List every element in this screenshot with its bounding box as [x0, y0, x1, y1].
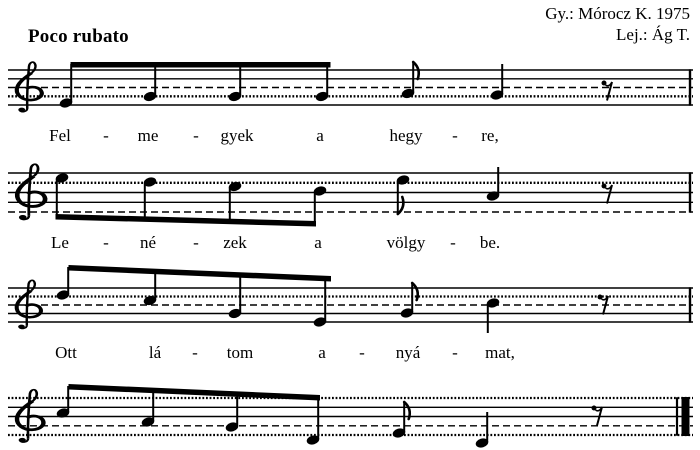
lyric-hyphen: - [192, 343, 198, 362]
tempo-marking: Poco rubato [28, 26, 129, 47]
lyric-syllable: Le [51, 233, 69, 252]
lyric-syllable: gyek [220, 126, 254, 145]
lyric-syllable: Fel [49, 126, 71, 145]
lyric-hyphen: - [452, 343, 458, 362]
staff-system-3 [8, 265, 693, 333]
lyric-hyphen: - [452, 126, 458, 145]
lyric-hyphen: - [103, 126, 109, 145]
staff-system-1 [8, 62, 693, 112]
clef-blob [19, 215, 27, 220]
clef-blob [18, 325, 25, 329]
staff-system-2 [8, 164, 693, 226]
lyric-syllable: a [314, 233, 322, 252]
lyric-syllable: me [137, 126, 159, 145]
lyric-syllable: tom [226, 343, 254, 362]
eighth-rest-icon [602, 81, 613, 101]
lyric-hyphen: - [193, 126, 199, 145]
lyric-hyphen: - [359, 343, 365, 362]
final-barline-thick [682, 397, 690, 436]
lyric-syllable: zek [223, 233, 247, 252]
lyric-hyphen: - [103, 233, 109, 252]
eighth-rest-icon [592, 406, 603, 426]
beam [56, 214, 317, 227]
lyric-hyphen: - [450, 233, 456, 252]
lyric-syllable: né [139, 233, 157, 252]
clef-spine [27, 62, 35, 108]
lyric-syllable: nyá [395, 343, 421, 362]
lyric-syllable: Ott [55, 343, 77, 362]
lyric-syllable: be. [479, 233, 501, 252]
credit-collector: Gy.: Mórocz K. 1975 [545, 4, 690, 23]
lyric-syllable: mat, [485, 343, 515, 362]
beam [71, 62, 331, 68]
lyric-syllable: re, [481, 126, 499, 145]
lyric-syllable: völgy [386, 233, 426, 252]
clef-blob [19, 438, 26, 442]
clef-spine [29, 164, 38, 216]
credit-transcriber: Lej.: Ág T. [616, 25, 690, 44]
lyric-syllable: hegy [389, 126, 423, 145]
beam [69, 265, 332, 282]
lyric-hyphen: - [193, 233, 199, 252]
lyric-syllable: a [316, 126, 324, 145]
eighth-rest-icon [602, 184, 613, 204]
staff-system-4 [8, 384, 693, 449]
clef-blob [18, 108, 25, 112]
clef-spine [28, 390, 37, 439]
lyric-syllable: a [318, 343, 326, 362]
clef-spine [27, 280, 35, 325]
lyric-syllable: lá [148, 343, 162, 362]
